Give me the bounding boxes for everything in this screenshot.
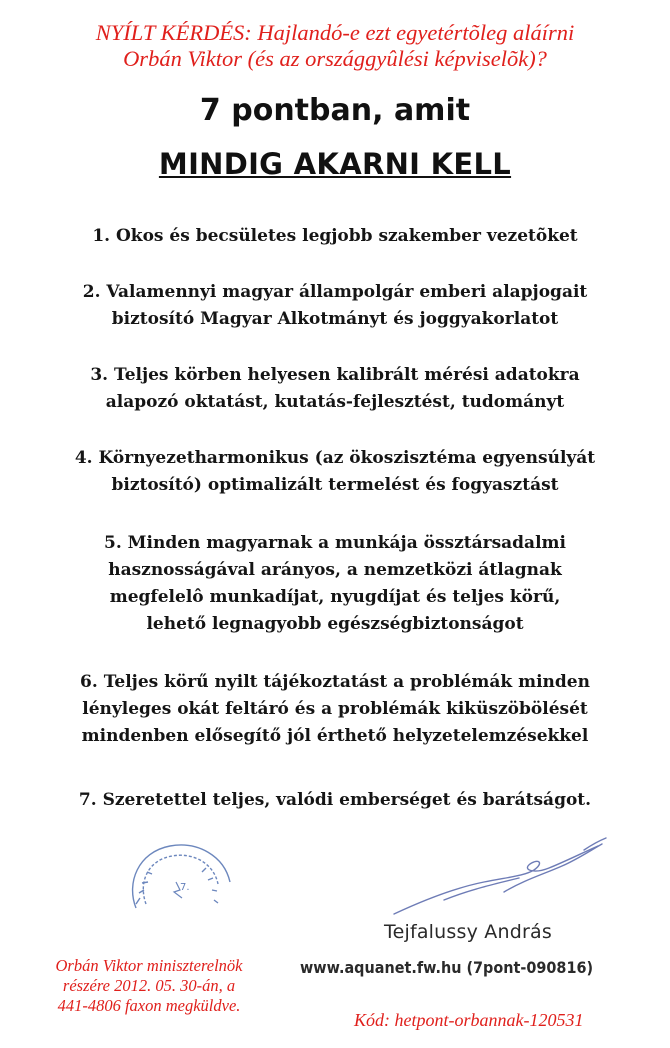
open-question bbox=[0, 20, 670, 72]
point-2 bbox=[30, 279, 640, 333]
fax-note bbox=[24, 956, 274, 1016]
fax-note-line-3: 441-4806 faxon megküldve. bbox=[57, 996, 241, 1015]
point-5-line-3: megfelelô munkadíjat, nyugdíjat és teljes körű, bbox=[109, 587, 561, 607]
fax-note-line-2: részére 2012. 05. 30-án, a bbox=[62, 976, 236, 995]
question-line-2: Orbán Viktor (és az országgyûlési képviselõk)? bbox=[123, 46, 547, 71]
heading-line-2: MINDIG AKARNI KELL bbox=[158, 147, 512, 181]
point-3 bbox=[30, 362, 640, 416]
handwritten-signature bbox=[384, 830, 634, 930]
point-1 bbox=[30, 223, 640, 250]
stamp-seal bbox=[118, 838, 250, 930]
point-2-line-1: 2. Valamennyi magyar állampolgár emberi alapjogait bbox=[82, 282, 588, 302]
point-3-line-1: 3. Teljes körben helyesen kalibrált mérési adatokra bbox=[90, 365, 580, 385]
svg-text:7.: 7. bbox=[180, 882, 190, 893]
heading-line-1: 7 pontban, amit bbox=[199, 93, 471, 128]
point-7 bbox=[30, 787, 640, 814]
fax-note-line-1: Orbán Viktor miniszterelnök bbox=[55, 956, 243, 975]
point-1-line: 1. Okos és becsületes legjobb szakember vezetõket bbox=[92, 226, 578, 246]
point-5-line-4: lehető legnagyobb egészségbiztonságot bbox=[146, 614, 524, 634]
point-5-line-1: 5. Minden magyarnak a munkája össztársadalmi bbox=[104, 533, 566, 553]
point-6-line-3: mindenben elősegítő jól érthető helyzetelemzésekkel bbox=[81, 726, 589, 746]
point-6-line-1: 6. Teljes körű nyilt tájékoztatást a problémák minden bbox=[80, 672, 590, 692]
document-code: Kód: hetpont-orbannak-120531 bbox=[354, 1010, 584, 1030]
point-2-line-2: biztosító Magyar Alkotmányt és joggyakorlatot bbox=[111, 309, 559, 329]
question-line-1: NYÍLT KÉRDÉS: Hajlandó-e ezt egyetértõleg aláírni bbox=[95, 20, 575, 45]
point-4-line-2: biztosító) optimalizált termelést és fogyasztást bbox=[111, 475, 559, 495]
point-5-line-2: hasznosságával arányos, a nemzetközi átlagnak bbox=[108, 560, 562, 580]
point-3-line-2: alapozó oktatást, kutatás-fejlesztést, tudományt bbox=[105, 392, 565, 412]
point-5 bbox=[30, 530, 640, 638]
point-6 bbox=[30, 669, 640, 750]
signature-name: Tejfalussy András bbox=[384, 921, 552, 943]
signature-website: www.aquanet.fw.hu (7pont-090816) bbox=[300, 958, 594, 977]
point-4-line-1: 4. Környezetharmonikus (az ökoszisztéma egyensúlyát bbox=[74, 448, 596, 468]
point-7-line: 7. Szeretettel teljes, valódi emberséget és barátságot. bbox=[78, 790, 592, 810]
point-6-line-2: lényleges okát feltáró és a problémák kiküszöbölését bbox=[82, 699, 588, 719]
point-4 bbox=[30, 445, 640, 499]
